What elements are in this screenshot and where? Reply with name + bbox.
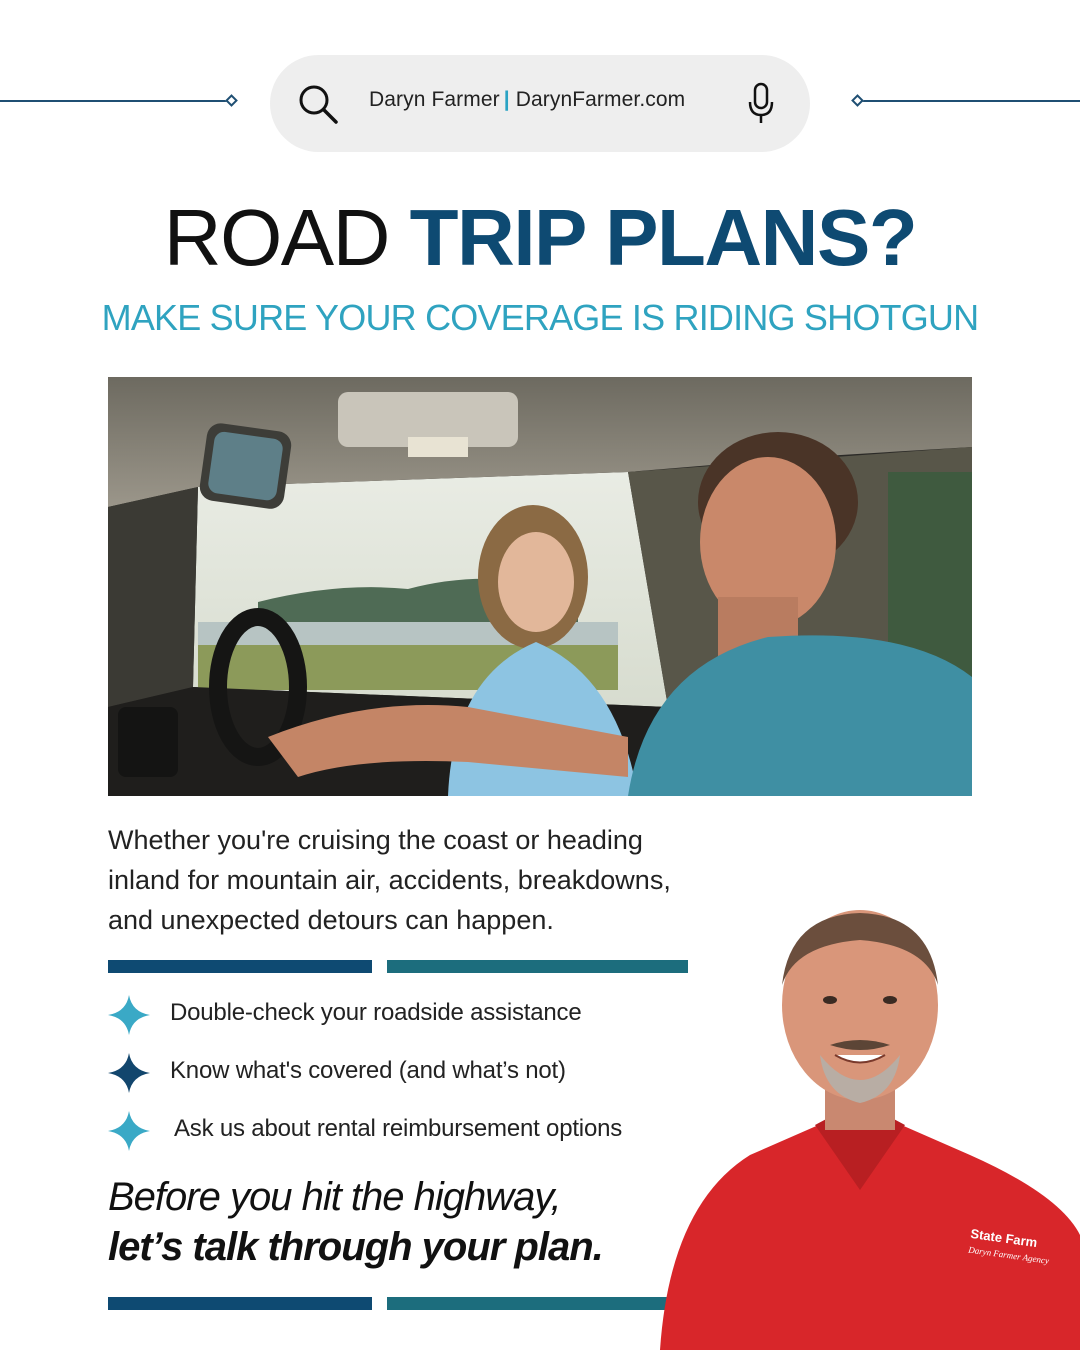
decorative-line-left	[0, 100, 230, 102]
subheadline: MAKE SURE YOUR COVERAGE IS RIDING SHOTGUN	[101, 297, 979, 338]
search-query-text: Daryn Farmer | DarynFarmer.com	[369, 88, 686, 111]
checklist-item-text: Ask us about rental reimbursement options	[174, 1115, 623, 1142]
checklist-item	[108, 1111, 708, 1151]
checklist-item	[108, 995, 708, 1035]
checklist-item-text: Double-check your roadside assistance	[170, 999, 582, 1026]
decorative-diamond-right	[851, 94, 864, 107]
shirt-agency-text: Daryn Farmer Agency	[967, 1244, 1050, 1266]
body-copy: Whether you're cruising the coast or heading inland for mountain air, accidents, breakdowns, and unexpected detours can happen.	[108, 825, 671, 935]
headline-part-2: TRIP PLANS?	[409, 193, 917, 282]
closing-line-2: let’s talk through your plan.	[108, 1225, 603, 1269]
search-separator: |	[503, 88, 510, 111]
divider-bar-navy-bottom	[108, 1297, 372, 1310]
headline-part-1: ROAD	[163, 193, 389, 282]
shirt-brand-text: State Farm	[969, 1225, 1039, 1251]
four-point-star-icon	[108, 1053, 150, 1093]
four-point-star-icon	[108, 995, 150, 1035]
decorative-diamond-left	[225, 94, 238, 107]
closing-statement	[108, 1172, 603, 1272]
decorative-line-right	[858, 100, 1080, 102]
search-icon	[296, 82, 340, 126]
checklist-item	[108, 1053, 708, 1093]
checklist-item-text: Know what's covered (and what’s not)	[170, 1057, 566, 1084]
agent-portrait	[630, 905, 1080, 1350]
four-point-star-icon	[108, 1111, 150, 1151]
car-photo	[108, 377, 972, 796]
microphone-icon[interactable]	[746, 82, 776, 126]
divider-bar-navy-top	[108, 960, 372, 973]
closing-line-1: Before you hit the highway,	[108, 1175, 561, 1219]
headline	[0, 192, 1080, 284]
